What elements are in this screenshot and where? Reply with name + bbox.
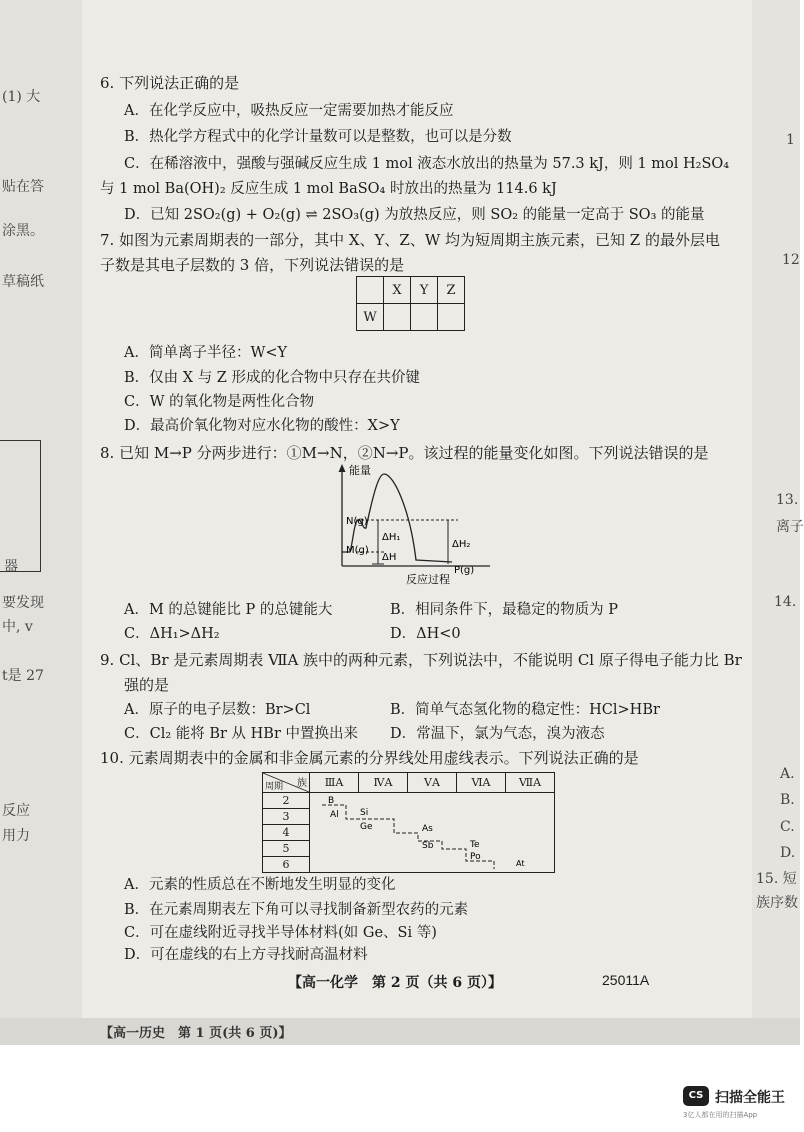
- x-axis-label: 反应过程: [406, 573, 450, 586]
- q7-periodic-table: [356, 276, 465, 331]
- element-al: Al: [330, 810, 339, 820]
- pt-cell: [357, 277, 384, 304]
- q7-option-c: C．W 的氧化物是两性化合物: [124, 394, 315, 410]
- element-b: B: [328, 796, 335, 806]
- label-dh: ΔH: [382, 552, 397, 563]
- margin-left-text: t是 27: [2, 668, 44, 684]
- q7-stem-cont: 子数是其电子层数的 3 倍，下列说法错误的是: [100, 256, 405, 274]
- period-number: 5: [263, 841, 310, 857]
- margin-left-text: 反应: [2, 803, 30, 819]
- margin-right-text: 12: [782, 252, 800, 268]
- margin-right-text: 15. 短: [756, 871, 797, 887]
- pt-cell: [438, 304, 465, 331]
- q7-option-b: B．仅由 X 与 Z 形成的化合物中只存在共价键: [124, 370, 420, 386]
- pt-cell: [384, 304, 411, 331]
- element-si: Si: [360, 808, 369, 818]
- q6-option-b: B．热化学方程式中的化学计量数可以是整数，也可以是分数: [124, 129, 512, 145]
- label-dh1: ΔH₁: [382, 532, 401, 543]
- margin-right-text: 族序数: [756, 895, 798, 911]
- margin-right-text: 离子: [776, 519, 804, 535]
- element-te: Te: [470, 840, 480, 850]
- group-header: ⅥA: [457, 773, 506, 793]
- q10-periodic-table: [262, 772, 555, 873]
- margin-right-text: C.: [780, 819, 795, 835]
- group-header: ⅤA: [408, 773, 457, 793]
- element-as: As: [422, 824, 433, 834]
- element-region: [310, 793, 555, 873]
- metal-nonmetal-boundary: [310, 793, 550, 869]
- margin-left-text: 中, v: [2, 619, 33, 635]
- element-at: At: [516, 859, 525, 868]
- margin-right-text: B.: [780, 792, 795, 808]
- pt-cell-z: Z: [438, 277, 465, 304]
- label-dh2: ΔH₂: [452, 539, 471, 550]
- margin-right-text: A.: [780, 766, 795, 782]
- margin-left-text: (1) 大: [2, 89, 41, 105]
- q8-option-c: C．ΔH₁>ΔH₂: [124, 626, 220, 642]
- margin-left-text: 器: [4, 559, 18, 575]
- paper-code: 25011A: [602, 972, 650, 988]
- q8-option-d: D．ΔH<0: [390, 626, 461, 642]
- app-name: 扫描全能王: [715, 1090, 785, 1106]
- period-number: 6: [263, 857, 310, 873]
- q10-option-b: B．在元素周期表左下角可以寻找制备新型农药的元素: [124, 902, 469, 918]
- header-group-label: 族: [297, 778, 307, 789]
- pt-cell-y: Y: [411, 277, 438, 304]
- margin-left-text: 草稿纸: [2, 274, 44, 290]
- margin-left-text: 要发现: [2, 595, 44, 611]
- q7-stem: 7. 如图为元素周期表的一部分，其中 X、Y、Z、W 均为短周期主族元素，已知 Z 的最外层电: [100, 231, 720, 249]
- label-p: P(g): [454, 565, 475, 576]
- q10-option-c: C．可在虚线附近寻找半导体材料(如 Ge、Si 等): [124, 925, 437, 941]
- left-margin-box: [0, 440, 41, 572]
- margin-right-text: D.: [780, 845, 796, 861]
- q7-option-d: D．最高价氧化物对应水化物的酸性：X>Y: [124, 418, 400, 434]
- period-number: 3: [263, 809, 310, 825]
- adjacent-page-bottom: [0, 1018, 800, 1045]
- label-m: M(g): [346, 545, 369, 556]
- pt-cell: [411, 304, 438, 331]
- q7-option-a: A．简单离子半径：W<Y: [124, 345, 288, 361]
- pt-cell-x: X: [384, 277, 411, 304]
- q6-option-c: C．在稀溶液中，强酸与强碱反应生成 1 mol 液态水放出的热量为 57.3 kJ，则 1 mol H₂SO₄: [124, 156, 730, 172]
- element-ge: Ge: [360, 822, 373, 832]
- q9-option-d: D．常温下，氯为气态，溴为液态: [390, 726, 605, 742]
- margin-right-text: 13.: [776, 492, 799, 508]
- q6-option-c-cont: 与 1 mol Ba(OH)₂ 反应生成 1 mol BaSO₄ 时放出的热量为 114.6 kJ: [100, 181, 557, 197]
- period-number: 2: [263, 793, 310, 809]
- q10-stem: 10. 元素周期表中的金属和非金属元素的分界线处用虚线表示。下列说法正确的是: [100, 749, 639, 767]
- margin-left-text: 贴在答: [2, 179, 44, 195]
- q9-option-c: C．Cl₂ 能将 Br 从 HBr 中置换出来: [124, 726, 359, 742]
- q10-option-d: D．可在虚线的右上方寻找耐高温材料: [124, 947, 368, 963]
- camscanner-logo-icon: CS: [683, 1086, 709, 1106]
- group-header: ⅣA: [359, 773, 408, 793]
- margin-left-text: 用力: [2, 828, 30, 844]
- group-header: ⅢA: [310, 773, 359, 793]
- q6-stem: 6. 下列说法正确的是: [100, 74, 240, 92]
- q8-option-a: A．M 的总键能比 P 的总键能大: [124, 602, 333, 618]
- q6-option-d: D．已知 2SO₂(g) + O₂(g) ⇌ 2SO₃(g) 为放热反应，则 SO₂ 的能量一定高于 SO₃ 的能量: [124, 207, 705, 223]
- q9-stem: 9. Cl、Br 是元素周期表 ⅦA 族中的两种元素，下列说法中，不能说明 Cl 原子得电子能力比 Br: [100, 651, 742, 669]
- q10-option-a: A．元素的性质总在不断地发生明显的变化: [124, 877, 396, 893]
- header-period-label: 周期: [265, 782, 284, 792]
- q9-option-b: B．简单气态氢化物的稳定性：HCl>HBr: [390, 702, 660, 718]
- margin-left-text: 涂黑。: [2, 223, 44, 239]
- q8-energy-diagram: [320, 460, 510, 595]
- q9-stem-cont: 强的是: [124, 676, 170, 694]
- q9-option-a: A．原子的电子层数：Br>Cl: [124, 702, 311, 718]
- app-tagline: 3亿人都在用的扫描App: [683, 1111, 758, 1119]
- element-sb: Sb: [422, 841, 434, 851]
- y-axis-label: 能量: [349, 464, 371, 477]
- element-po: Po: [470, 852, 481, 862]
- group-header: ⅦA: [506, 773, 555, 793]
- q8-stem: 8. 已知 M→P 分两步进行：①M→N，②N→P。该过程的能量变化如图。下列说法错误的是: [100, 444, 709, 462]
- margin-right-text: 14.: [774, 594, 797, 610]
- pt-cell-w: W: [357, 304, 384, 331]
- period-number: 4: [263, 825, 310, 841]
- q8-option-b: B．相同条件下，最稳定的物质为 P: [390, 602, 619, 618]
- page-footer: 【高一化学 第 2 页（共 6 页）】: [288, 975, 502, 991]
- adjacent-page-footer: 【高一历史 第 1 页(共 6 页)】: [100, 1026, 292, 1041]
- q6-option-a: A．在化学反应中，吸热反应一定需要加热才能反应: [124, 103, 454, 119]
- header-corner: [263, 773, 310, 793]
- margin-right-text: 1: [786, 132, 795, 148]
- label-n: N(g): [346, 516, 368, 527]
